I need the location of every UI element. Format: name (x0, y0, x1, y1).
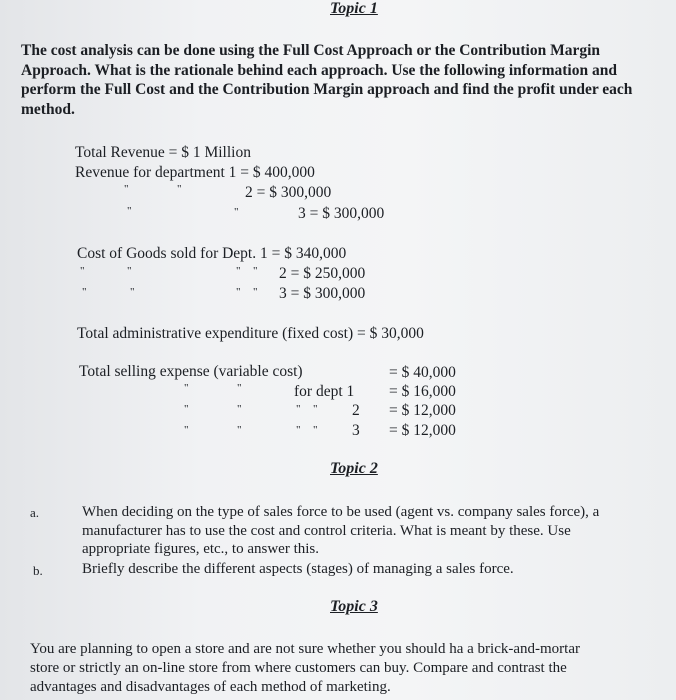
topic-3-heading: Topic 3 (330, 598, 378, 615)
selling-dept-1: = $ 16,000 (389, 383, 456, 400)
selling-dept-1-label: for dept 1 (294, 383, 355, 400)
revenue-dept-3: 3 = $ 300,000 (298, 205, 385, 222)
cogs-dept-1: Cost of Goods sold for Dept. 1 = $ 340,000 (77, 245, 347, 262)
selling-expense-label: Total selling expense (variable cost) (79, 363, 303, 380)
ditto-mark: " (127, 265, 132, 277)
ditto-mark: " (124, 183, 129, 195)
ditto-mark: " (130, 286, 135, 298)
ditto-mark: " (184, 424, 189, 436)
item-b-line: Briefly describe the different aspects (stages) of managing a sales force. (82, 561, 514, 577)
item-b-marker: b. (33, 563, 43, 578)
ditto-mark: " (236, 286, 241, 298)
topic-3-line-2: store or strictly an on-line store from where customers can buy. Compare and contrast the (30, 660, 567, 676)
admin-expenditure: Total administrative expenditure (fixed cost) = $ 30,000 (77, 325, 424, 342)
revenue-dept-2: 2 = $ 300,000 (245, 184, 332, 201)
item-a-line-1: When deciding on the type of sales force to be used (agent vs. company sales force), a (82, 504, 600, 520)
ditto-mark: " (184, 403, 189, 415)
topic-1-intro-line-1: The cost analysis can be done using the Full Cost Approach or the Contribution Margin (21, 42, 601, 59)
item-a-line-2: manufacturer has to use the cost and control criteria. What is meant by these. Use (82, 523, 571, 539)
ditto-mark: " (237, 403, 242, 415)
ditto-mark: " (127, 205, 132, 217)
ditto-mark: " (313, 424, 318, 436)
ditto-mark: " (80, 265, 85, 277)
topic-2-heading: Topic 2 (330, 460, 378, 477)
topic-1-heading: Topic 1 (330, 0, 378, 17)
selling-dept-2: = $ 12,000 (389, 402, 456, 419)
topic-1-intro-line-4: method. (21, 101, 75, 118)
topic-1-intro-line-2: Approach. What is the rationale behind each approach. Use the following information and (21, 62, 617, 79)
ditto-mark: " (296, 403, 301, 415)
ditto-mark: " (237, 382, 242, 394)
ditto-mark: " (234, 206, 239, 218)
ditto-mark: " (253, 265, 258, 277)
cogs-dept-2: 2 = $ 250,000 (279, 265, 366, 282)
ditto-mark: " (177, 183, 182, 195)
ditto-mark: " (313, 403, 318, 415)
selling-dept-2-number: 2 (352, 402, 360, 419)
selling-dept-3: = $ 12,000 (389, 422, 456, 439)
total-revenue: Total Revenue = $ 1 Million (75, 144, 251, 161)
topic-1-intro-line-3: perform the Full Cost and the Contribution Margin approach and find the profit under each (21, 81, 633, 98)
ditto-mark: " (237, 424, 242, 436)
topic-3-line-3: advantages and disadvantages of each method of marketing. (30, 679, 391, 695)
ditto-mark: " (82, 286, 87, 298)
topic-3-line-1: You are planning to open a store and are not sure whether you should ha a brick-and-mortar (30, 641, 580, 657)
revenue-dept-1: Revenue for department 1 = $ 400,000 (75, 164, 315, 181)
ditto-mark: " (184, 382, 189, 394)
selling-expense-total: = $ 40,000 (389, 364, 456, 381)
item-a-line-3: appropriate figures, etc., to answer this. (82, 541, 320, 557)
cogs-dept-3: 3 = $ 300,000 (279, 285, 366, 302)
ditto-mark: " (253, 286, 258, 298)
ditto-mark: " (296, 424, 301, 436)
selling-dept-3-number: 3 (352, 422, 360, 439)
item-a-marker: a. (30, 505, 40, 520)
ditto-mark: " (236, 265, 241, 277)
